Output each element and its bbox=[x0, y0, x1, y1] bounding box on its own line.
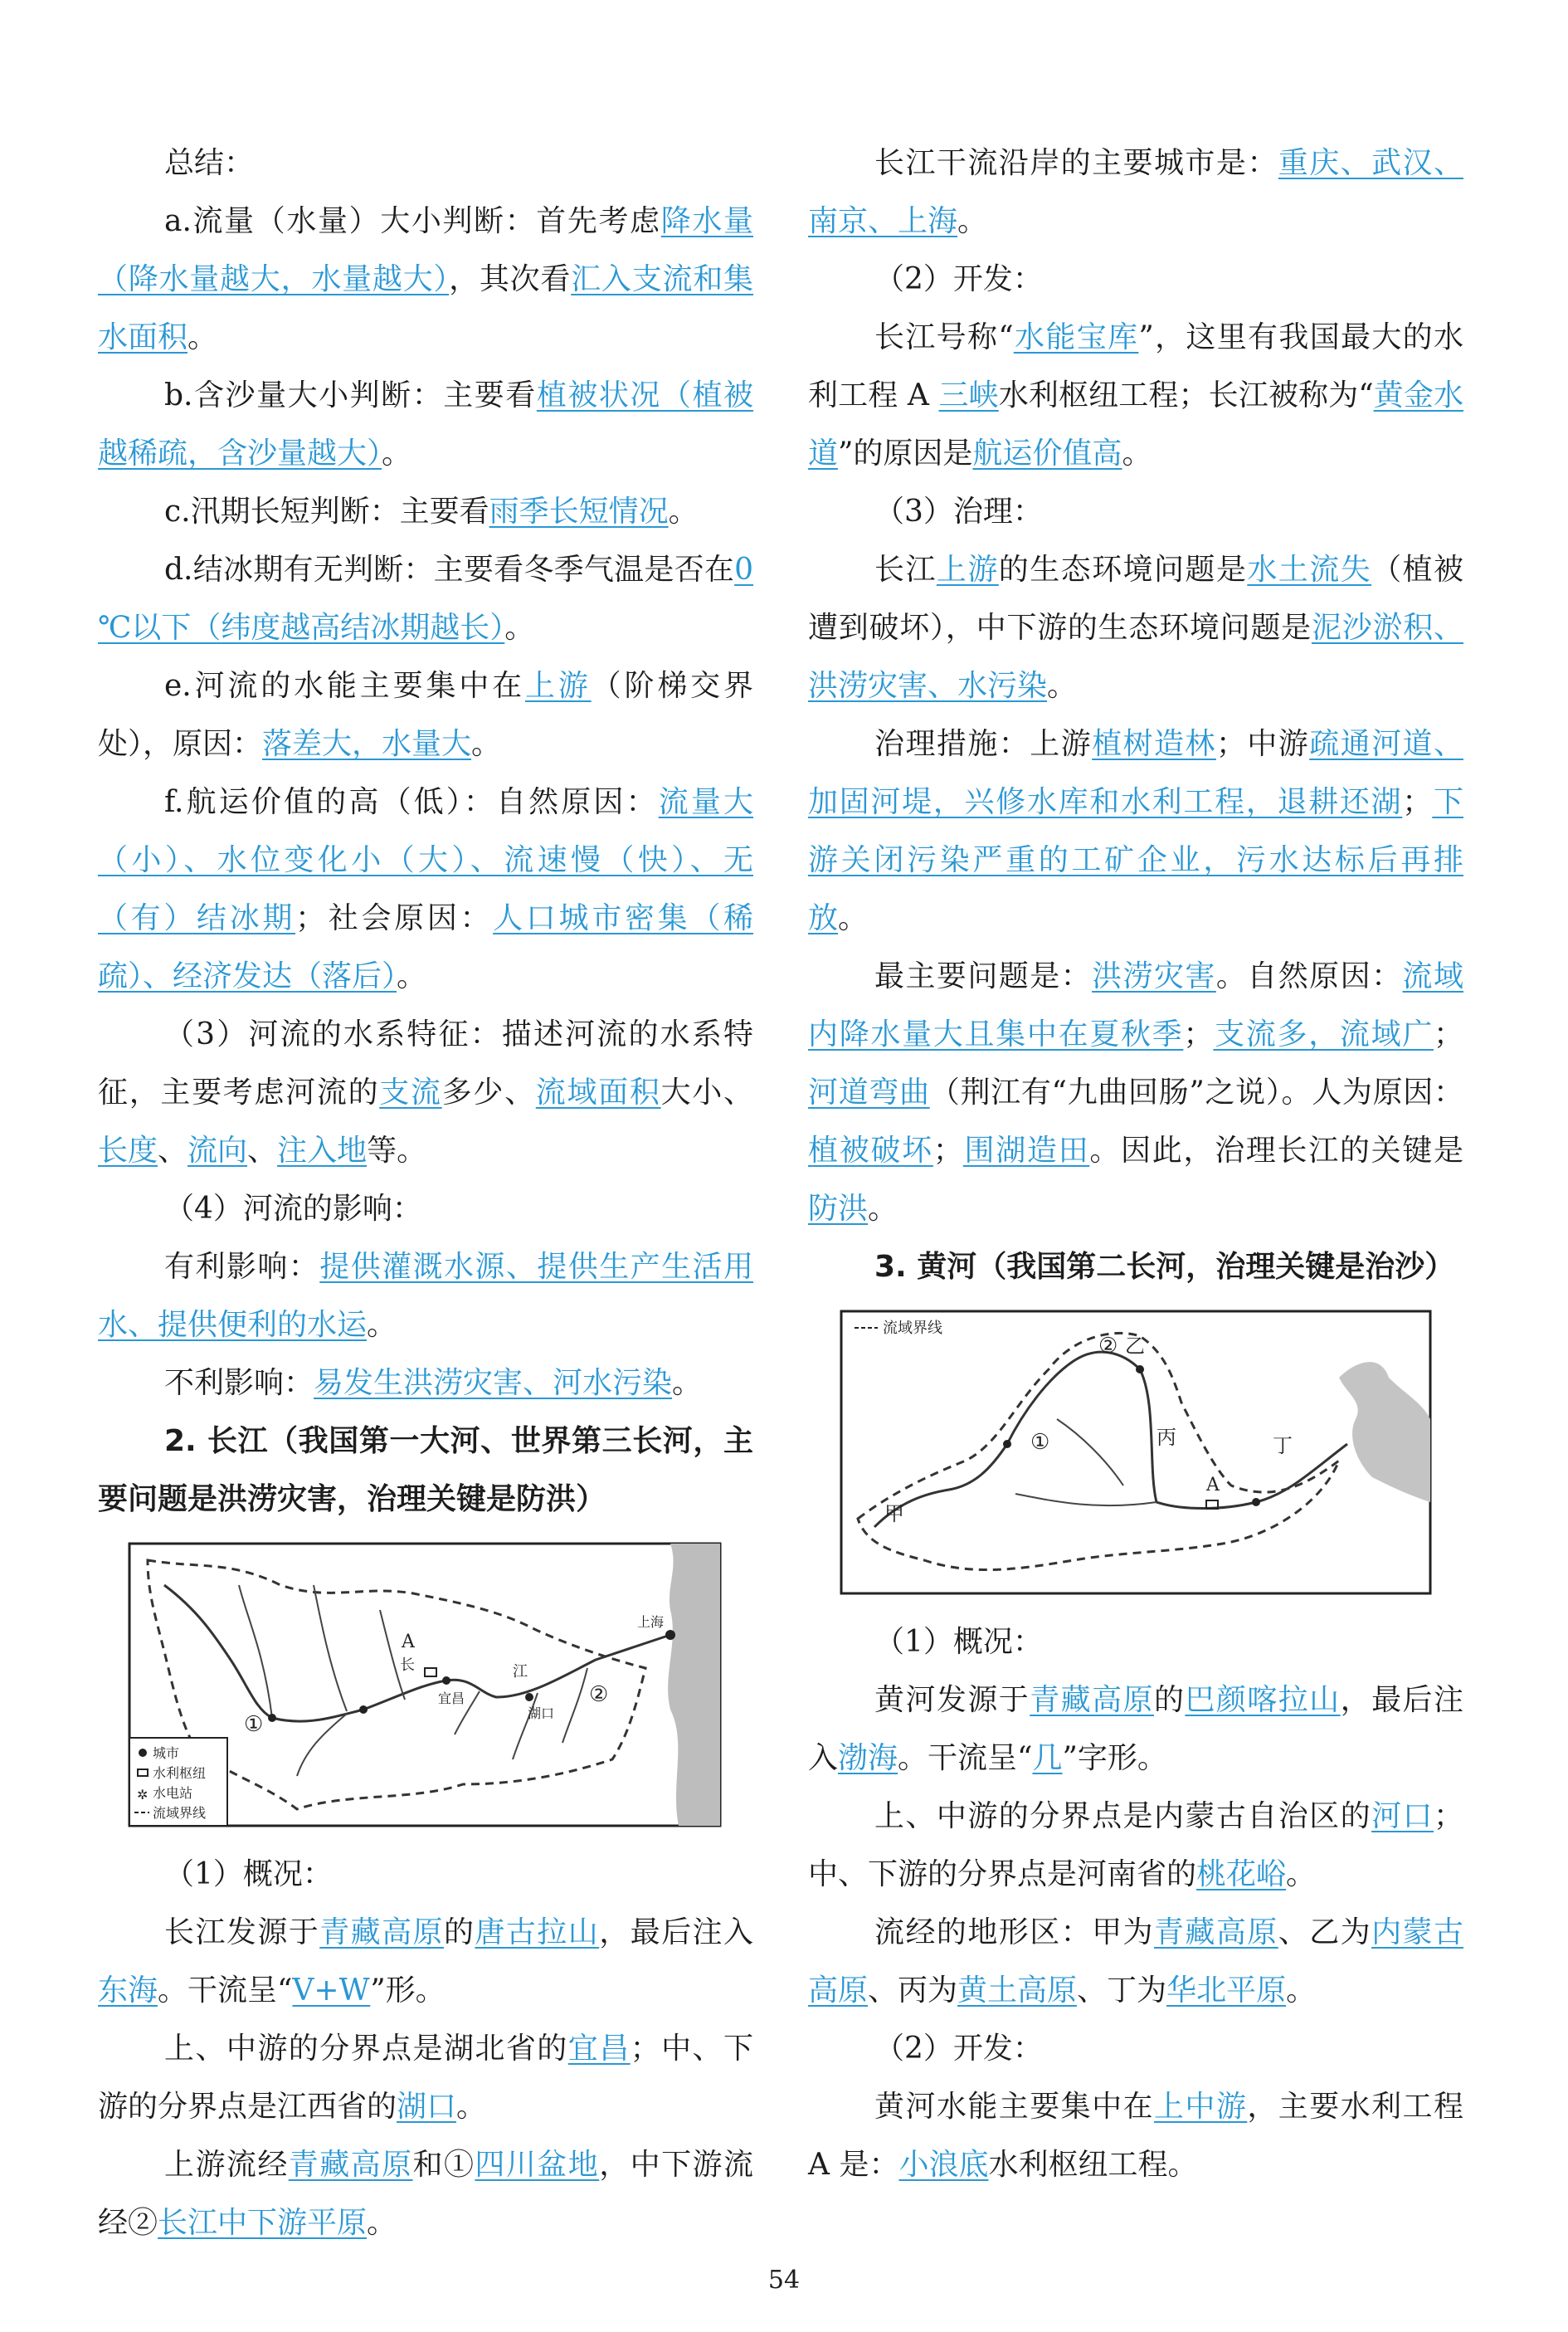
summary-c: c.汛期长短判断：主要看雨季长短情况。 bbox=[164, 495, 699, 529]
changjiang-map bbox=[98, 1535, 753, 1834]
influence-good: 有利影响：提供灌溉水源、提供生产生活用水、提供便利的水运。 bbox=[98, 1250, 753, 1342]
answer: 流向 bbox=[187, 1134, 248, 1168]
answer: 提供灌溉水源、提供生产生活用水、提供便利的水运 bbox=[98, 1250, 753, 1342]
hh-label-two: ② bbox=[1098, 1334, 1118, 1359]
answer: 植树造林 bbox=[1092, 727, 1216, 761]
hh-label-a: A bbox=[1206, 1475, 1220, 1495]
answer: 上游 bbox=[936, 553, 999, 587]
hh-label-bing: 丙 bbox=[1157, 1426, 1176, 1449]
answer: 人口城市密集（稀疏）、经济发达（落后） bbox=[98, 901, 753, 993]
answer: 青藏高原 bbox=[1030, 1683, 1154, 1717]
hh-label-ding: 丁 bbox=[1273, 1434, 1293, 1457]
summary-title: 总结： bbox=[164, 146, 255, 180]
summary-f: f.航运价值的高（低）：自然原因：流量大（小）、水位变化小（大）、流速慢（快）、无（有）结冰期；社会原因：人口城市密集（稀疏）、经济发达（落后）。 bbox=[98, 785, 753, 993]
answer: 围湖造田 bbox=[962, 1134, 1090, 1168]
answer: 泥沙淤积、洪涝灾害、水污染 bbox=[808, 611, 1463, 703]
influence-title: （4）河流的影响： bbox=[164, 1192, 422, 1226]
answer: 下游关闭污染严重的工矿企业，污水达标后再排放 bbox=[808, 785, 1463, 935]
answer: 巴颜喀拉山 bbox=[1185, 1683, 1341, 1717]
answer: 华北平原 bbox=[1166, 1973, 1287, 2008]
hh-dev-title: （2）开发： bbox=[874, 2032, 1043, 2066]
answer: 防洪 bbox=[808, 1192, 869, 1226]
cj-measures: 治理措施：上游植树造林；中游疏通河道、加固河堤，兴修水库和水利工程，退耕还湖；下游关闭污染严重的工矿企业，污水达标后再排放。 bbox=[808, 727, 1463, 935]
cj-flow: 上游流经青藏高原和①四川盆地，中下游流经②长江中下游平原。 bbox=[98, 2148, 753, 2240]
cj-eco: 长江上游的生态环境问题是水土流失（植被遭到破坏），中下游的生态环境问题是泥沙淤积、洪涝灾害、水污染。 bbox=[808, 553, 1463, 703]
map-label-hukou: 湖口 bbox=[528, 1705, 555, 1721]
answer: 河口 bbox=[1371, 1799, 1434, 1833]
answer: 青藏高原 bbox=[288, 2148, 413, 2182]
summary-a: a.流量（水量）大小判断：首先考虑降水量（降水量越大，水量越大），其次看汇入支流和集水面积。 bbox=[98, 204, 753, 354]
summary-e: e.河流的水能主要集中在上游（阶梯交界处），原因：落差大，水量大。 bbox=[98, 669, 753, 761]
changjiang-heading: 2. 长江（我国第一大河、世界第三长河，主要问题是洪涝灾害，治理关键是防洪） bbox=[98, 1424, 753, 1516]
summary-d: d.结冰期有无判断：主要看冬季气温是否在0 ℃以下（纬度越高结冰期越长）。 bbox=[98, 553, 753, 645]
answer: 东海 bbox=[98, 1973, 158, 2008]
answer: 注入地 bbox=[277, 1134, 368, 1168]
legend-dam: 水利枢纽 bbox=[153, 1765, 207, 1781]
map-label-a: A bbox=[402, 1632, 415, 1652]
legend-hydro: 水电站 bbox=[153, 1785, 193, 1801]
answer: 洪涝灾害 bbox=[1092, 959, 1216, 993]
legend-hydro-icon: ✲ bbox=[137, 1787, 149, 1803]
answer: 青藏高原 bbox=[319, 1915, 444, 1949]
answer: 渤海 bbox=[838, 1741, 898, 1775]
cj-dev: 长江号称“水能宝库”，这里有我国最大的水利工程 A 三峡水利枢纽工程；长江被称为“黄金水道”的原因是航运价值高。 bbox=[808, 320, 1463, 471]
answer: 流域面积 bbox=[535, 1076, 661, 1110]
cj-cities: 长江干流沿岸的主要城市是：重庆、武汉、南京、上海。 bbox=[808, 146, 1463, 238]
right-column bbox=[808, 134, 1463, 2194]
summary-b: b.含沙量大小判断：主要看植被状况（植被越稀疏，含沙量越大）。 bbox=[98, 378, 753, 471]
answer: 植被破坏 bbox=[808, 1134, 933, 1168]
huanghe-heading: 3. 黄河（我国第二长河，治理关键是治沙） bbox=[874, 1250, 1455, 1284]
answer: 汇入支流和集水面积 bbox=[98, 262, 753, 354]
cj-dev-title: （2）开发： bbox=[874, 262, 1043, 296]
answer: 0 ℃以下（纬度越高结冰期越长） bbox=[98, 553, 753, 645]
legend-city: 城市 bbox=[153, 1745, 180, 1761]
hh-label-yi: 乙 bbox=[1125, 1334, 1145, 1358]
answer: 上游 bbox=[524, 669, 592, 703]
answer: 桃花峪 bbox=[1196, 1857, 1287, 1891]
answer: 青藏高原 bbox=[1153, 1915, 1278, 1949]
page-number: 54 bbox=[767, 2266, 801, 2295]
map-label-one: ① bbox=[244, 1712, 264, 1737]
huanghe-map bbox=[808, 1303, 1463, 1602]
water-system: （3）河流的水系特征：描述河流的水系特征，主要考虑河流的支流多少、流域面积大小、长度、流向、注入地等。 bbox=[98, 1017, 753, 1168]
answer: 重庆、武汉、南京、上海 bbox=[808, 146, 1463, 238]
map-label-yichang: 宜昌 bbox=[438, 1690, 465, 1706]
map-label-jiang: 江 bbox=[513, 1663, 528, 1681]
hh-overview-title: （1）概况： bbox=[874, 1625, 1043, 1659]
answer: 航运价值高 bbox=[972, 437, 1122, 471]
answer: 河道弯曲 bbox=[808, 1076, 930, 1110]
answer: 黄土高原 bbox=[957, 1973, 1078, 2008]
answer: 湖口 bbox=[397, 2090, 457, 2124]
answer: 易发生洪涝灾害、河水污染 bbox=[314, 1366, 673, 1400]
answer: V+W bbox=[292, 1973, 371, 2008]
answer: 落差大，水量大 bbox=[262, 727, 472, 761]
answer: 水土流失 bbox=[1247, 553, 1372, 587]
answer: 小浪底 bbox=[898, 2148, 989, 2182]
answer: 内蒙古高原 bbox=[808, 1915, 1463, 2008]
map-label-chang: 长 bbox=[400, 1656, 415, 1674]
hh-label-jia: 甲 bbox=[884, 1502, 904, 1525]
hh-label-one: ① bbox=[1030, 1430, 1050, 1455]
answer: 上中游 bbox=[1153, 2090, 1248, 2124]
answer: 流量大（小）、水位变化小（大）、流速慢（快）、无（有）结冰期 bbox=[98, 785, 753, 935]
answer: 降水量（降水量越大，水量越大） bbox=[98, 204, 753, 296]
answer: 几 bbox=[1032, 1741, 1063, 1775]
answer: 四川盆地 bbox=[475, 2148, 600, 2182]
answer: 黄金水道 bbox=[808, 378, 1463, 471]
answer: 唐古拉山 bbox=[475, 1915, 600, 1949]
hh-division: 上、中游的分界点是内蒙古自治区的河口；中、下游的分界点是河南省的桃花峪。 bbox=[808, 1799, 1463, 1891]
cj-problem: 最主要问题是：洪涝灾害。自然原因：流域内降水量大且集中在夏秋季；支流多，流域广；河道弯曲（荆江有“九曲回肠”之说）。人为原因：植被破坏；围湖造田。因此，治理长江的关键是防洪。 bbox=[808, 959, 1463, 1226]
cj-source: 长江发源于青藏高原的唐古拉山，最后注入东海。干流呈“V+W”形。 bbox=[98, 1915, 753, 2008]
answer: 三峡 bbox=[938, 378, 999, 412]
influence-bad: 不利影响：易发生洪涝灾害、河水污染。 bbox=[164, 1366, 703, 1400]
cj-division: 上、中游的分界点是湖北省的宜昌；中、下游的分界点是江西省的湖口。 bbox=[98, 2032, 753, 2124]
cj-gov-title: （3）治理： bbox=[874, 495, 1043, 529]
answer: 宜昌 bbox=[567, 2032, 631, 2066]
answer: 水能宝库 bbox=[1013, 320, 1139, 354]
answer: 长江中下游平原 bbox=[158, 2206, 368, 2240]
answer: 支流多，流域广 bbox=[1213, 1017, 1434, 1051]
answer: 疏通河道、加固河堤，兴修水库和水利工程，退耕还湖 bbox=[808, 727, 1463, 819]
answer: 长度 bbox=[98, 1134, 158, 1168]
map-label-two: ② bbox=[589, 1682, 609, 1707]
answer: 支流 bbox=[379, 1076, 442, 1110]
left-column bbox=[98, 134, 753, 2252]
answer: 流域内降水量大且集中在夏秋季 bbox=[808, 959, 1463, 1051]
hh-terrain: 流经的地形区：甲为青藏高原、乙为内蒙古高原、丙为黄土高原、丁为华北平原。 bbox=[808, 1915, 1463, 2008]
legend-boundary: 流域界线 bbox=[153, 1805, 207, 1821]
answer: 雨季长短情况 bbox=[489, 495, 669, 529]
cj-overview-title: （1）概况： bbox=[164, 1857, 333, 1891]
hh-dev: 黄河水能主要集中在上中游，主要水利工程 A 是：小浪底水利枢纽工程。 bbox=[808, 2090, 1463, 2182]
answer: 植被状况（植被越稀疏，含沙量越大） bbox=[98, 378, 753, 471]
map-label-shanghai: 上海 bbox=[637, 1614, 665, 1630]
hh-legend-boundary: 流域界线 bbox=[883, 1320, 942, 1337]
hh-source: 黄河发源于青藏高原的巴颜喀拉山，最后注入渤海。干流呈“几”字形。 bbox=[808, 1683, 1463, 1775]
